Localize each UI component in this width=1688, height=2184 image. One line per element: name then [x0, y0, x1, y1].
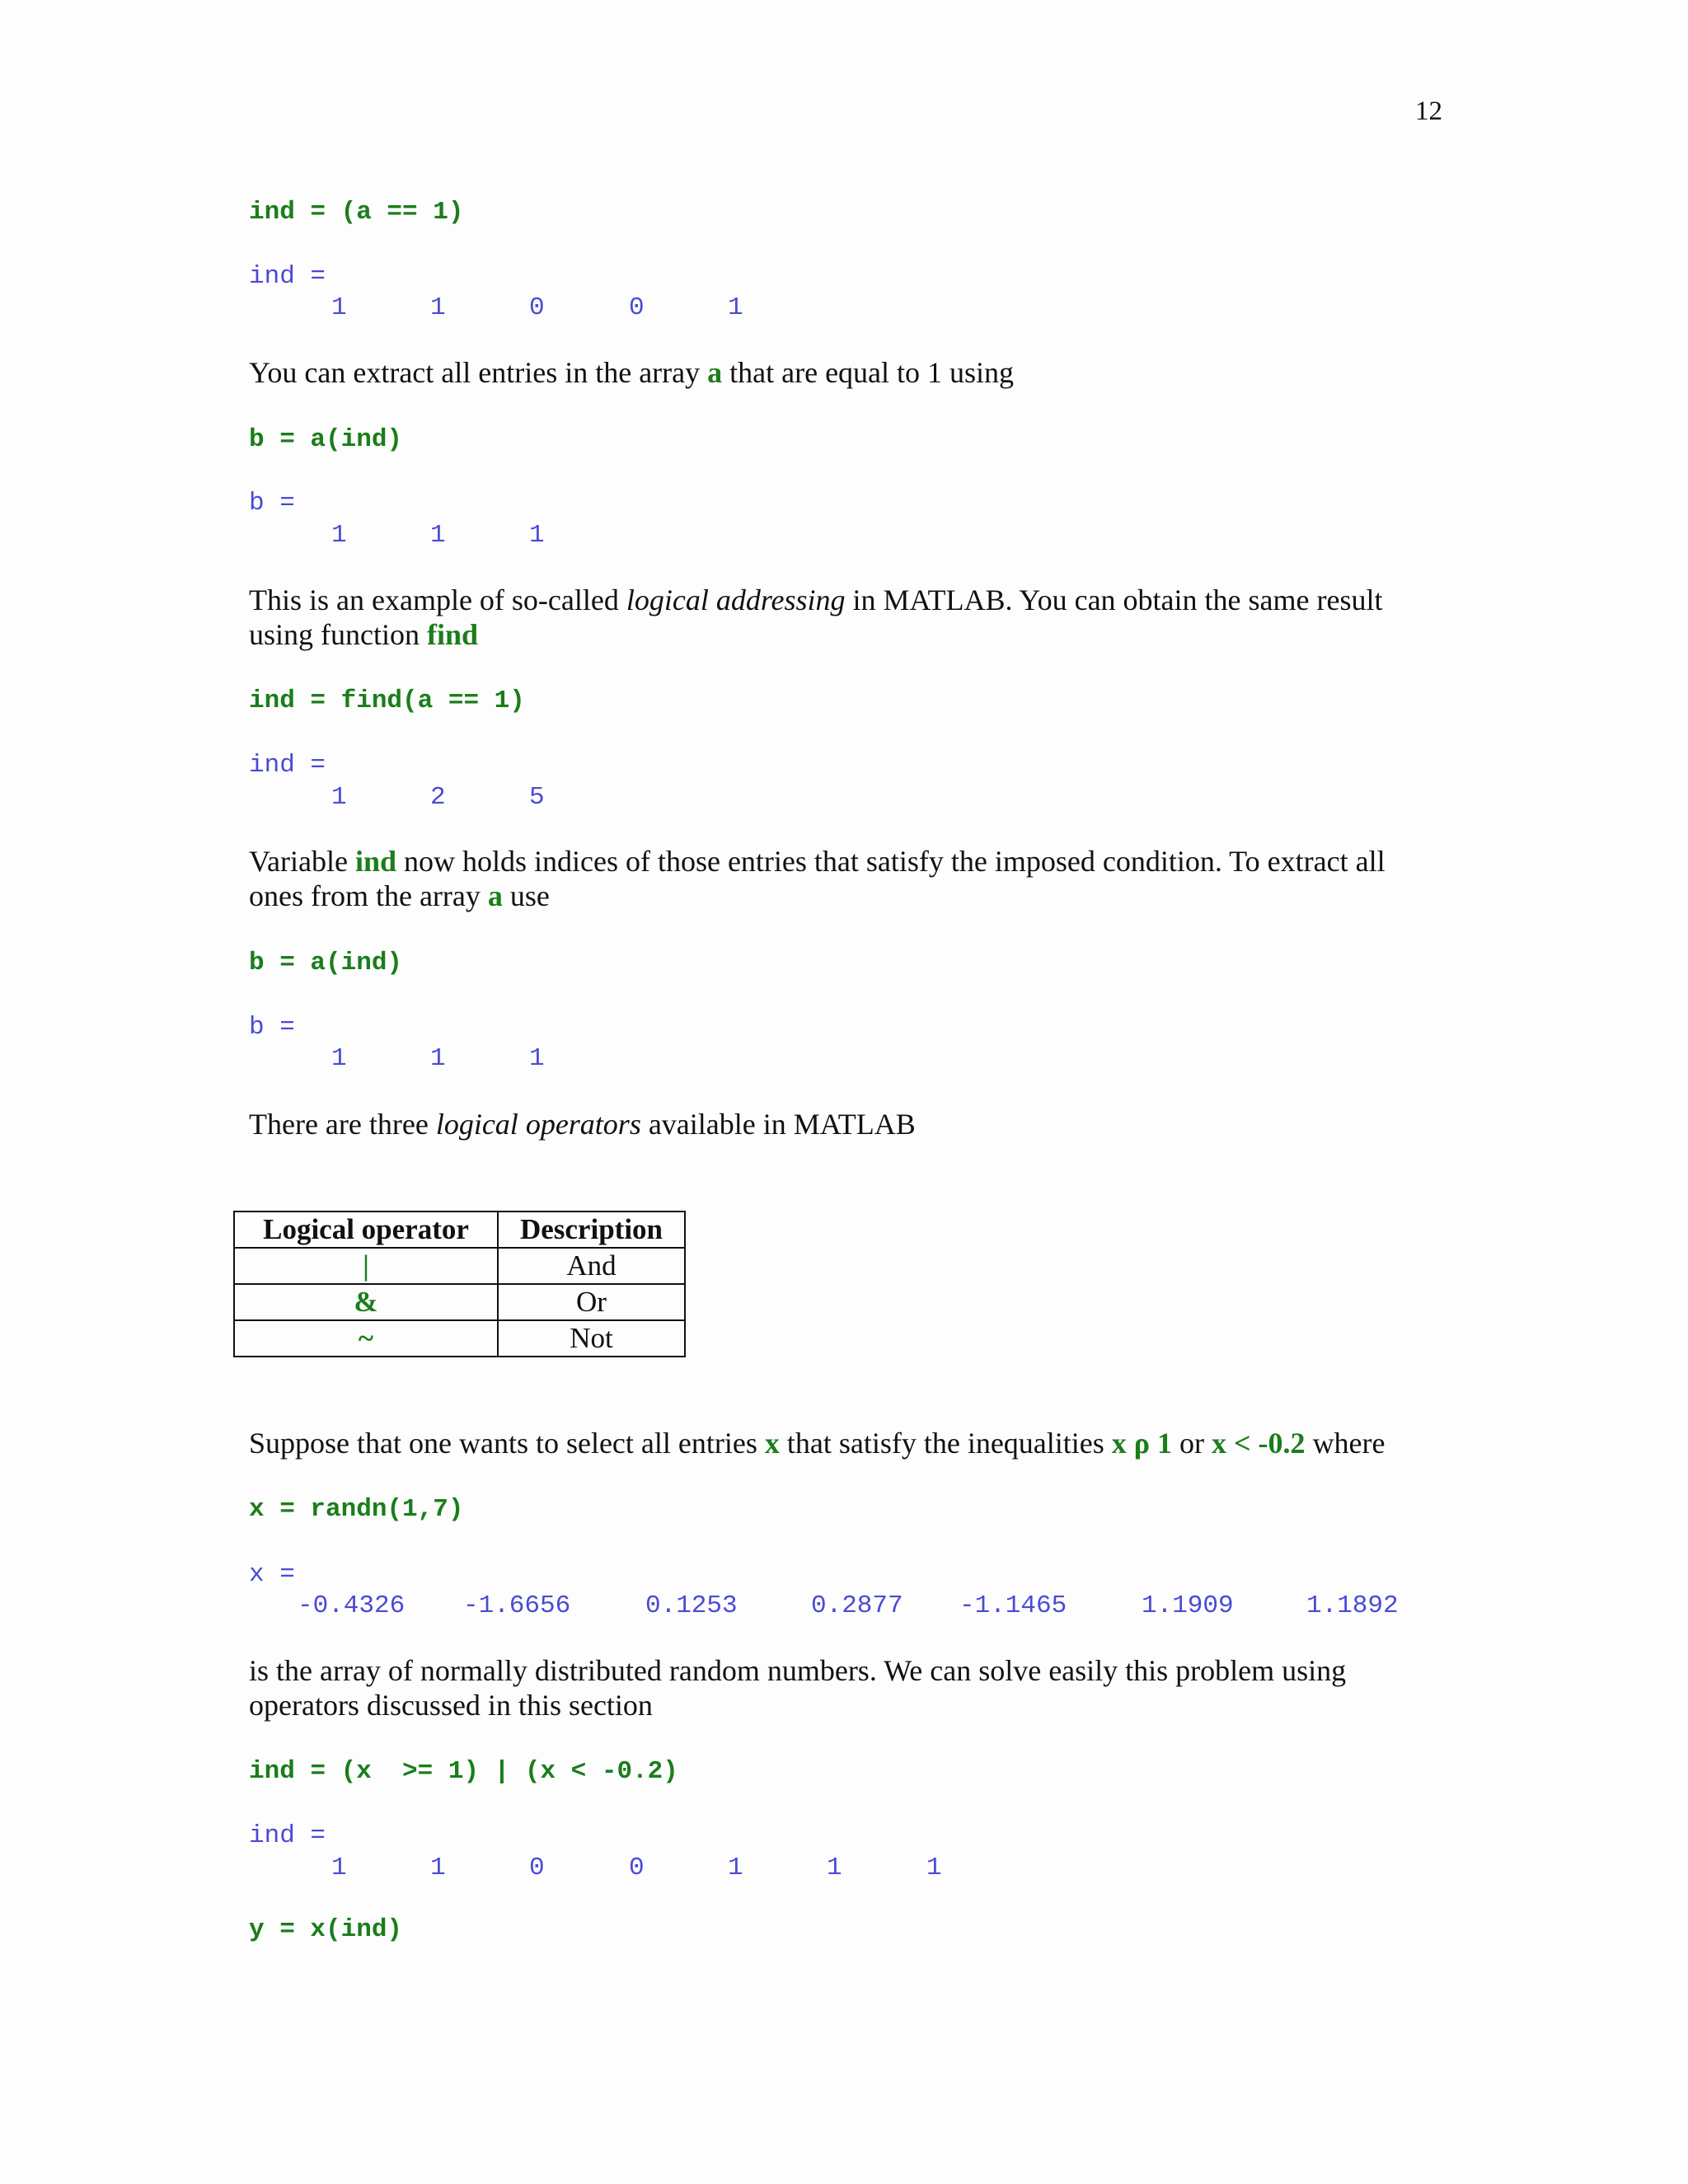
- table-header-description: Description: [498, 1212, 685, 1248]
- output-value: 0: [529, 1854, 545, 1882]
- table-row: [234, 1284, 685, 1320]
- output-value: 1: [827, 1854, 842, 1882]
- paragraph: Suppose that one wants to select all entries x that satisfy the inequalities x ρ 1 or x < -0.2 where: [249, 1427, 1386, 1460]
- table-cell-operator: ~: [234, 1320, 498, 1357]
- output-value: -0.4326: [298, 1591, 406, 1620]
- table-cell-description: And: [498, 1248, 685, 1284]
- logical-operators-table: [233, 1211, 686, 1357]
- table-cell-description: Or: [498, 1284, 685, 1320]
- output-value: 0: [529, 293, 545, 322]
- code-output-label: x =: [249, 1560, 295, 1589]
- output-value: -1.6656: [463, 1591, 571, 1620]
- output-value: 1: [430, 1044, 446, 1073]
- output-value: 1: [331, 293, 347, 322]
- code-command: ind = find(a == 1): [249, 687, 525, 715]
- output-value: 1: [331, 521, 347, 550]
- code-output-label: b =: [249, 1013, 295, 1042]
- output-value: 1: [331, 783, 347, 812]
- output-value: 1: [926, 1854, 942, 1882]
- output-value: 1: [529, 521, 545, 550]
- code-command: b = a(ind): [249, 425, 403, 454]
- page-number: 12: [1415, 96, 1442, 126]
- output-value: 1: [728, 293, 743, 322]
- output-value: -1.1465: [959, 1591, 1067, 1620]
- code-command: x = randn(1,7): [249, 1495, 464, 1524]
- paragraph: Variable ind now holds indices of those entries that satisfy the imposed condition. To extract all ones from the array a use: [249, 845, 1386, 912]
- table-cell-description: Not: [498, 1320, 685, 1357]
- paragraph: You can extract all entries in the array a that are equal to 1 using: [249, 356, 1015, 389]
- paragraph: There are three logical operators available in MATLAB: [249, 1108, 916, 1141]
- paragraph: This is an example of so-called logical addressing in MATLAB. You can obtain the same result using function find: [249, 583, 1383, 651]
- output-value: 0: [629, 293, 645, 322]
- table-row: [234, 1320, 685, 1357]
- output-value: 1: [430, 521, 446, 550]
- output-value: 1: [430, 293, 446, 322]
- output-value: 0.1253: [645, 1591, 738, 1620]
- code-output-label: b =: [249, 489, 295, 518]
- table-header-operator: Logical operator: [234, 1212, 498, 1248]
- table-row: [234, 1248, 685, 1284]
- paragraph: is the array of normally distributed random numbers. We can solve easily this problem using operators discussed in this section: [249, 1654, 1347, 1722]
- output-value: 1: [331, 1044, 347, 1073]
- output-value: 1.1909: [1142, 1591, 1234, 1620]
- code-output-label: ind =: [249, 1821, 326, 1850]
- output-value: 1: [728, 1854, 743, 1882]
- output-value: 0.2877: [811, 1591, 903, 1620]
- table-header-row: [234, 1212, 685, 1248]
- code-command: y = x(ind): [249, 1915, 403, 1944]
- output-value: 0: [629, 1854, 645, 1882]
- code-output-label: ind =: [249, 262, 326, 291]
- code-command: ind = (a == 1): [249, 198, 464, 227]
- output-value: 2: [430, 783, 446, 812]
- output-value: 1: [331, 1854, 347, 1882]
- output-value: 1: [430, 1854, 446, 1882]
- code-command: ind = (x >= 1) | (x < -0.2): [249, 1757, 678, 1786]
- table-cell-operator: &: [234, 1284, 498, 1320]
- code-command: b = a(ind): [249, 949, 403, 977]
- output-value: 5: [529, 783, 545, 812]
- output-value: 1.1892: [1306, 1591, 1399, 1620]
- table-cell-operator: |: [234, 1248, 498, 1284]
- code-output-label: ind =: [249, 751, 326, 780]
- output-value: 1: [529, 1044, 545, 1073]
